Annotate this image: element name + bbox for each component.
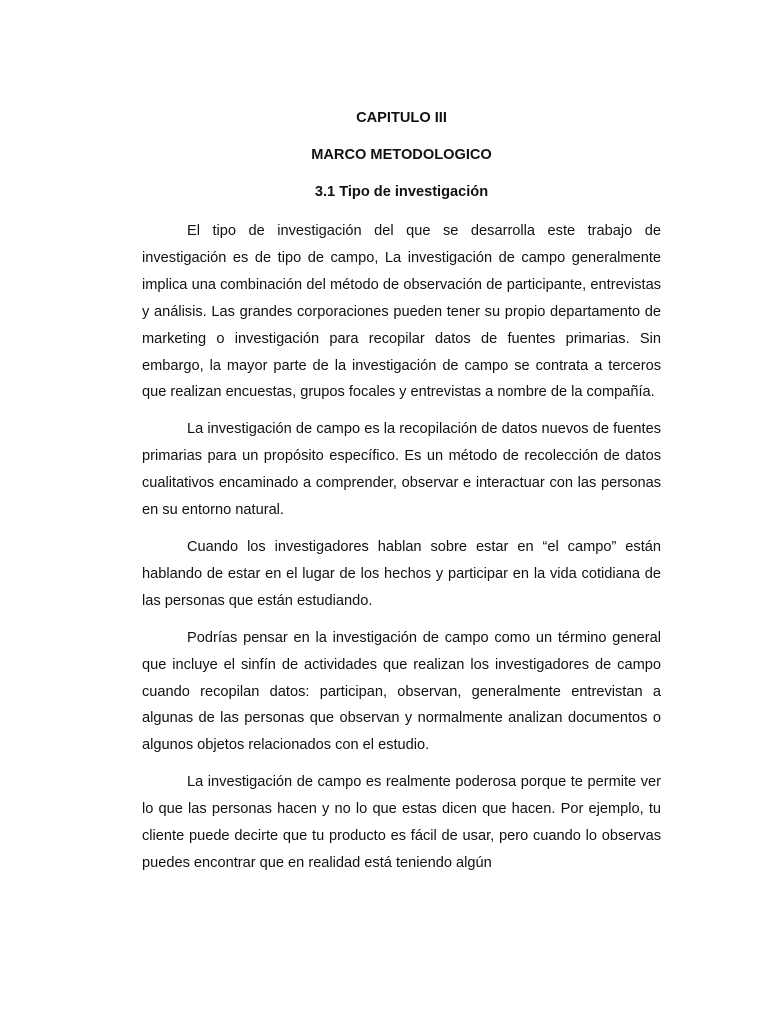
paragraph: La investigación de campo es la recopilación de datos nuevos de fuentes primarias para un propósito específico. Es un método de recolección de datos cualitativos encaminado a comprender, observar e interactuar con las personas en su entorno natural. xyxy=(142,421,661,519)
paragraph: La investigación de campo es realmente poderosa porque te permite ver lo que las personas hacen y no lo que estas dicen que hacen. Por ejemplo, tu cliente puede decirte que tu producto es fácil de usar, pero cuando lo observas puedes encontrar que en realidad está teniendo algún xyxy=(142,774,661,871)
paragraph: Podrías pensar en la investigación de campo como un término general que incluye el sinfín de actividades que realizan los investigadores de campo cuando recopilan datos: participan, observan, generalmente entrevistan a algunas de las personas que observan y normalmente analizan documentos o algunos objetos relacionados con el estudio. xyxy=(142,629,661,754)
chapter-heading: CAPITULO III xyxy=(356,110,447,126)
section-title: MARCO METODOLOGICO xyxy=(311,147,492,163)
paragraph: El tipo de investigación del que se desarrolla este trabajo de investigación es de tipo de campo, La investigación de campo generalmente implica una combinación del método de observación de participante, entrevistas y análisis. Las grandes corporaciones pueden tener su propio departamento de marketing o investigación para recopilar datos de fuentes primarias. Sin embargo, la mayor parte de la investigación de campo se contrata a terceros que realizan encuestas, grupos focales y entrevistas a nombre de la compañía. xyxy=(142,223,661,401)
subsection-title: 3.1 Tipo de investigación xyxy=(314,184,489,200)
paragraph: Cuando los investigadores hablan sobre estar en “el campo” están hablando de estar en el lugar de los hechos y participar en la vida cotidiana de las personas que están estudiando. xyxy=(142,538,661,609)
document-page xyxy=(142,108,661,887)
